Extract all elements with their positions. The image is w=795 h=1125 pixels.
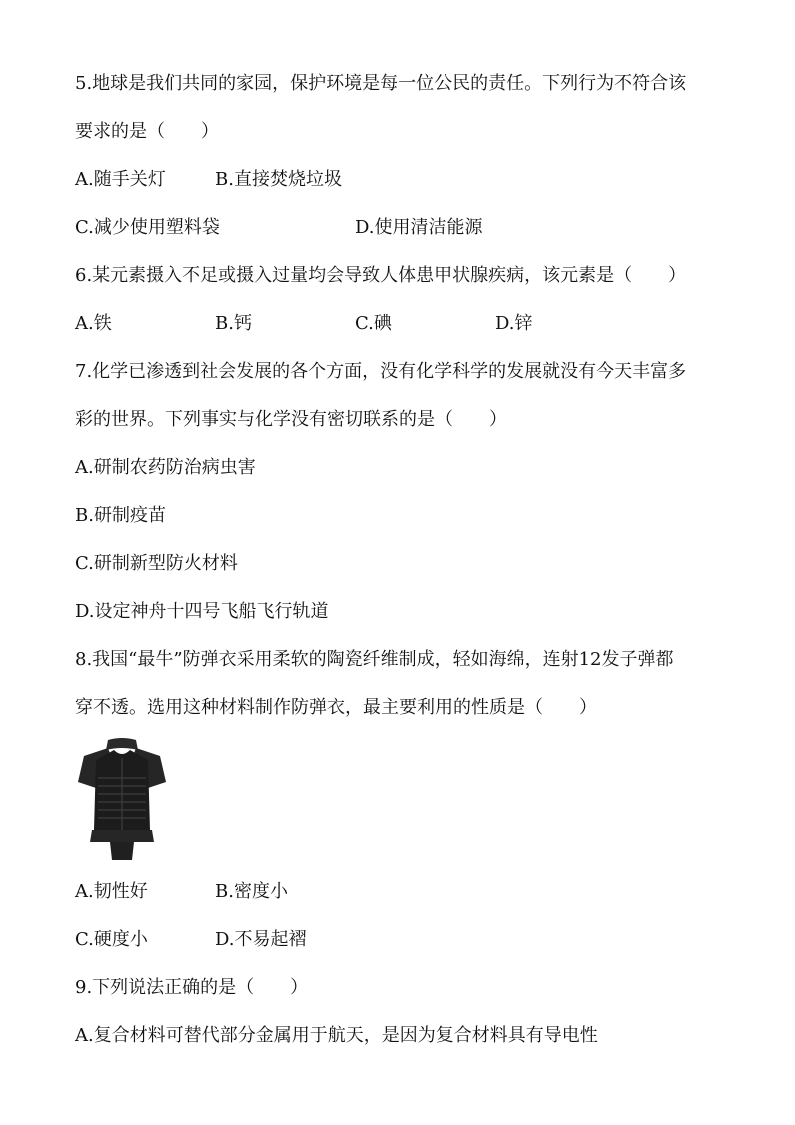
question-7-option-b: B.研制疫苗: [75, 505, 166, 526]
question-5-option-a: A.随手关灯: [75, 169, 166, 190]
question-6-option-a: A.铁: [75, 313, 112, 334]
question-8-text-cont: 穿不透。选用这种材料制作防弹衣，最主要利用的性质是（ ）: [75, 697, 597, 718]
question-8-option-d: D.不易起褶: [215, 929, 307, 950]
question-5-option-d: D.使用清洁能源: [355, 217, 483, 238]
question-8-option-c: C.硬度小: [75, 929, 148, 950]
question-9-text: 9.下列说法正确的是（ ）: [75, 977, 309, 998]
question-7-option-c: C.研制新型防火材料: [75, 553, 238, 574]
question-9-option-a: A.复合材料可替代部分金属用于航天，是因为复合材料具有导电性: [75, 1025, 598, 1046]
question-7-option-a: A.研制农药防治病虫害: [75, 457, 256, 478]
question-6-option-c: C.碘: [355, 313, 392, 334]
question-7-option-d: D.设定神舟十四号飞船飞行轨道: [75, 601, 329, 622]
question-5-text-cont: 要求的是（ ）: [75, 121, 219, 142]
question-7-text-cont: 彩的世界。下列事实与化学没有密切联系的是（ ）: [75, 409, 507, 430]
question-5-option-c: C.减少使用塑料袋: [75, 217, 220, 238]
question-8-option-b: B.密度小: [215, 881, 288, 902]
question-8-option-a: A.韧性好: [75, 881, 148, 902]
question-6-option-d: D.锌: [495, 313, 533, 334]
question-5-text: 5.地球是我们共同的家园，保护环境是每一位公民的责任。下列行为不符合该: [75, 73, 687, 94]
question-6-text: 6.某元素摄入不足或摄入过量均会导致人体患甲状腺疾病，该元素是（ ）: [75, 265, 687, 286]
question-7-text: 7.化学已渗透到社会发展的各个方面，没有化学科学的发展就没有今天丰富多: [75, 361, 687, 382]
question-8-text: 8.我国“最牛”防弹衣采用柔软的陶瓷纤维制成，轻如海绵，连射12发子弹都: [75, 649, 674, 670]
question-6-option-b: B.钙: [215, 313, 252, 334]
bulletproof-vest-icon: [74, 738, 170, 862]
question-5-option-b: B.直接焚烧垃圾: [215, 169, 342, 190]
